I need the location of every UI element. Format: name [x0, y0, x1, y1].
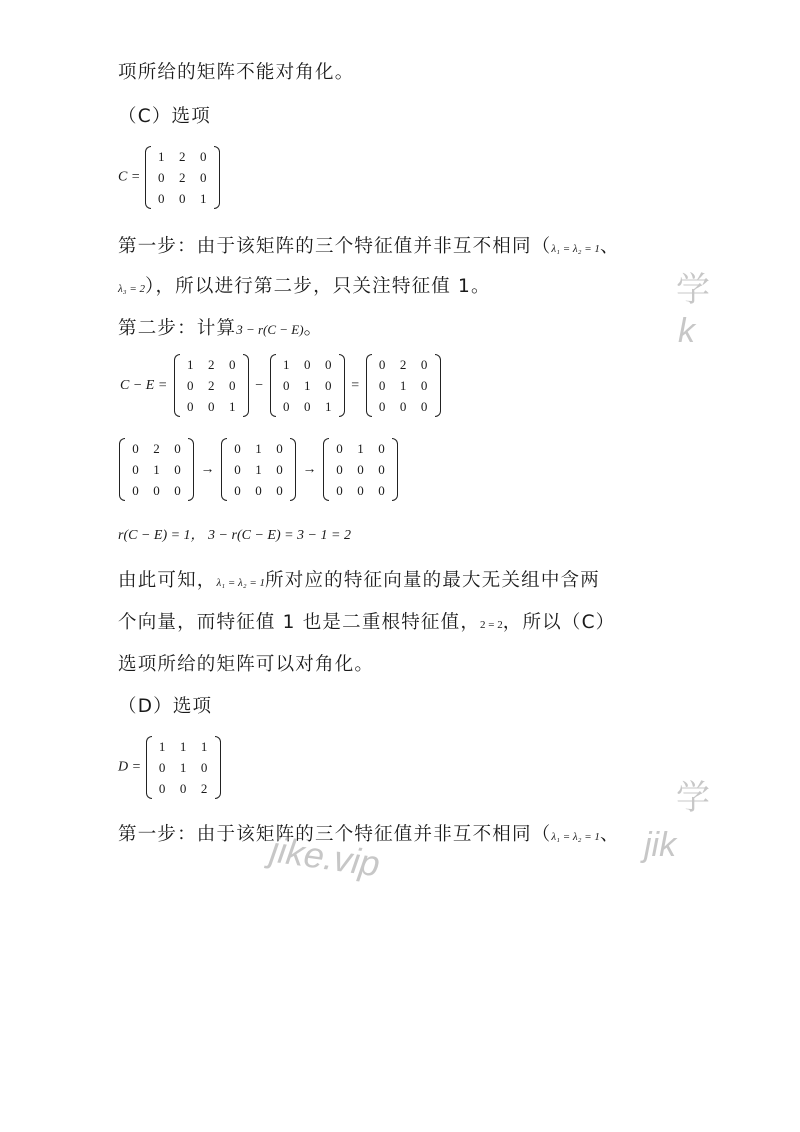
matrix-cell: 1 [357, 440, 364, 456]
matrix-cell: 0 [174, 440, 181, 456]
watermark: jike.vip [267, 828, 383, 885]
conclusion-text-c: 个向量，而特征值 1 也是二重根特征值， [118, 612, 481, 633]
matrix-cell: 0 [200, 169, 207, 185]
matrix-reduction-1 [119, 438, 194, 501]
matrix-cell: 0 [336, 482, 343, 498]
matrix-cell: 0 [336, 461, 343, 477]
c-lambda12: λ₁ = λ₂ = 1 [551, 243, 600, 255]
matrix-cell: 0 [282, 377, 290, 393]
conclusion-text-d: ，所以（C） [502, 612, 616, 633]
c-step2-line [118, 314, 323, 340]
conclusion-text-a: 由此可知， [118, 570, 217, 591]
matrix-cell: 0 [179, 190, 186, 206]
matrix-cell: 0 [234, 440, 241, 456]
matrix-cell: 0 [324, 377, 332, 393]
arrow-icon: → [302, 461, 317, 477]
c-separator: 、 [599, 236, 620, 257]
matrix-cell: 0 [276, 461, 283, 477]
matrix-cell: 0 [158, 169, 165, 185]
matrix-cell: 1 [200, 190, 207, 206]
matrix-cell: 0 [378, 440, 385, 456]
matrix-cell: 2 [200, 780, 208, 796]
row-reduction [118, 438, 399, 501]
matrix-cell: 0 [336, 440, 343, 456]
matrix-c-label: C = [118, 169, 141, 185]
d-step1-text: 第一步：由于该矩阵的三个特征值并非互不相同（ [118, 824, 552, 845]
matrix-cell: 0 [132, 440, 139, 456]
matrix-reduction-2 [221, 438, 296, 501]
matrix-reduction-3 [323, 438, 398, 501]
matrix-d-label: D = [118, 759, 142, 775]
equals-sign: = [351, 377, 360, 393]
matrix-cell: 1 [158, 148, 165, 164]
matrix-cell: 0 [200, 148, 207, 164]
matrix-cell: 0 [179, 780, 187, 796]
c-minus-e-equation [118, 354, 442, 417]
conclusion-text-b: 所对应的特征向量的最大无关组中含两 [265, 570, 600, 591]
matrix-cell: 0 [174, 482, 181, 498]
matrix-cell: 0 [229, 356, 236, 372]
matrix-cell: 1 [187, 356, 194, 372]
matrix-c-minus-e [366, 354, 441, 417]
conclusion-line2 [118, 608, 615, 634]
matrix-cell: 0 [324, 356, 332, 372]
c-step1-text2: ），所以进行第二步，只关注特征值 1。 [145, 276, 491, 297]
conclusion-line1 [118, 566, 600, 592]
c-step1-line2 [118, 272, 491, 298]
matrix-cell: 0 [229, 377, 236, 393]
watermark: jik [644, 826, 677, 864]
matrix-cell: 0 [378, 377, 386, 393]
option-d-heading: （D）选项 [118, 696, 213, 717]
matrix-cell: 1 [399, 377, 407, 393]
matrix-cell: 1 [324, 398, 332, 414]
matrix-cell: 0 [378, 398, 386, 414]
c-lambda3: λ₃ = 2 [118, 283, 146, 295]
matrix-d [146, 736, 221, 799]
matrix-cell: 1 [179, 759, 187, 775]
matrix-cell: 1 [200, 738, 208, 754]
watermark: 学 [676, 779, 710, 817]
c-step1-text: 第一步：由于该矩阵的三个特征值并非互不相同（ [118, 236, 552, 257]
matrix-cell: 1 [229, 398, 236, 414]
conclusion-eq: 2 = 2 [480, 619, 503, 631]
matrix-cell: 0 [208, 398, 215, 414]
matrix-cell: 1 [282, 356, 290, 372]
matrix-cell: 0 [255, 482, 262, 498]
matrix-cell: 2 [179, 148, 186, 164]
matrix-cell: 1 [255, 440, 262, 456]
matrix-cell: 0 [378, 482, 385, 498]
matrix-cell: 2 [153, 440, 160, 456]
text-line: 项所给的矩阵不能对角化。 [118, 62, 355, 83]
matrix-cell: 0 [276, 482, 283, 498]
matrix-cell: 0 [420, 398, 428, 414]
matrix-e [270, 354, 345, 417]
matrix-cell: 0 [378, 461, 385, 477]
c-step2-text: 第二步：计算 [118, 318, 237, 339]
matrix-cell: 2 [399, 356, 407, 372]
matrix-cell: 0 [234, 482, 241, 498]
arrow-icon: → [200, 461, 215, 477]
watermark: k [678, 312, 695, 350]
matrix-cell: 0 [303, 398, 311, 414]
matrix-cell: 0 [132, 461, 139, 477]
matrix-d-equation [118, 736, 222, 799]
matrix-cell: 0 [357, 482, 364, 498]
matrix-cell: 0 [399, 398, 407, 414]
matrix-cell: 0 [132, 482, 139, 498]
option-c-heading: （C）选项 [118, 106, 211, 127]
matrix-cell: 0 [187, 398, 194, 414]
matrix-cell: 0 [420, 356, 428, 372]
matrix-cell: 0 [158, 190, 165, 206]
c-step2-expr: 3 − r(C − E) [236, 322, 304, 337]
matrix-cell: 1 [303, 377, 311, 393]
c-step1-line [118, 232, 620, 258]
d-lambda12: λ₁ = λ₂ = 1 [551, 831, 600, 843]
watermark: 学 [676, 271, 710, 309]
cme-label: C − E = [120, 377, 168, 393]
matrix-cell: 0 [357, 461, 364, 477]
matrix-cell: 0 [200, 759, 208, 775]
matrix-cell: 0 [174, 461, 181, 477]
matrix-cell: 2 [208, 356, 215, 372]
matrix-cell: 2 [179, 169, 186, 185]
matrix-cell: 0 [158, 759, 166, 775]
d-step1-end: 、 [599, 824, 620, 845]
matrix-c-repeat [174, 354, 249, 417]
matrix-cell: 0 [158, 780, 166, 796]
matrix-cell: 1 [153, 461, 160, 477]
matrix-c [145, 146, 220, 209]
conclusion-line3: 选项所给的矩阵可以对角化。 [118, 654, 375, 675]
matrix-cell: 0 [420, 377, 428, 393]
matrix-cell: 0 [153, 482, 160, 498]
matrix-cell: 1 [179, 738, 187, 754]
matrix-cell: 2 [208, 377, 215, 393]
c-step2-end: 。 [303, 318, 324, 339]
matrix-cell: 0 [282, 398, 290, 414]
matrix-cell: 1 [158, 738, 166, 754]
conclusion-lambda: λ₁ = λ₂ = 1 [216, 577, 266, 589]
rank-line: r(C − E) = 1， 3 − r(C − E) = 3 − 1 = 2 [118, 528, 351, 543]
matrix-cell: 0 [187, 377, 194, 393]
minus-sign: − [255, 377, 264, 393]
matrix-cell: 1 [255, 461, 262, 477]
matrix-cell: 0 [378, 356, 386, 372]
matrix-cell: 0 [303, 356, 311, 372]
matrix-c-equation [118, 146, 221, 209]
matrix-cell: 0 [276, 440, 283, 456]
matrix-cell: 0 [234, 461, 241, 477]
